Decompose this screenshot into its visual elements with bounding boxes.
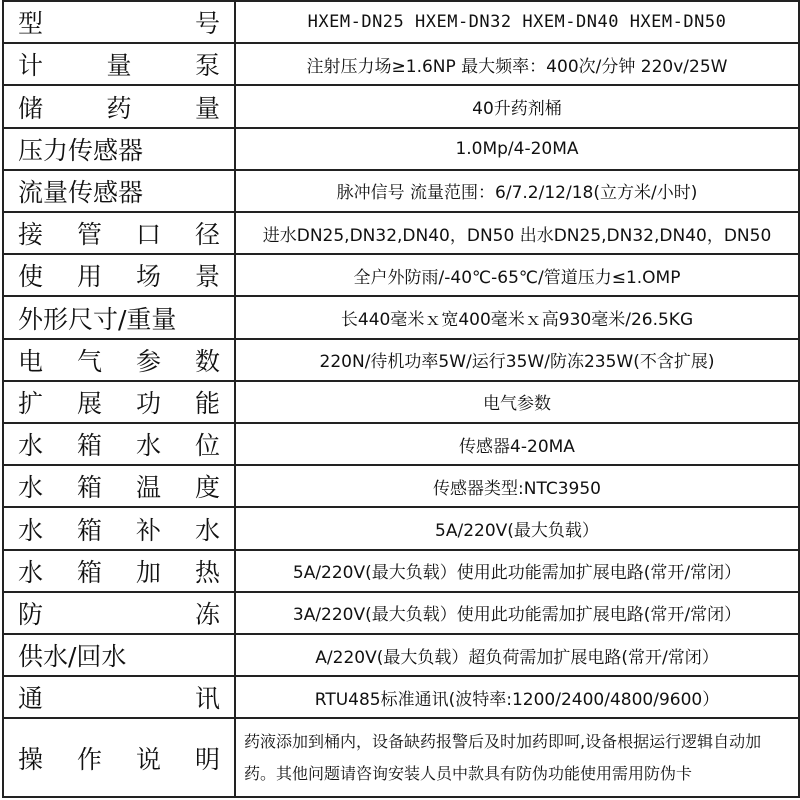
label-char: 扩: [18, 388, 44, 418]
row-value: A/220V(最大负载）超负荷需加扩展电路(常开/常闭）: [235, 634, 799, 676]
row-value: 全户外防雨/-40℃-65℃/管道压力≤1.OMP: [235, 254, 799, 296]
table-row: [3, 718, 799, 797]
label-char: 度: [194, 473, 220, 503]
row-label-text: [18, 595, 220, 631]
table-row: [3, 43, 799, 85]
table-row: [3, 676, 799, 718]
table-row: [3, 423, 799, 465]
label-char: 参: [135, 346, 161, 376]
label-char: 讯: [194, 684, 220, 714]
row-label-text: [18, 740, 220, 776]
row-value: 注射压力场≥1.6NP 最大频率：400次/分钟 220v/25W: [235, 43, 799, 85]
table-row: [3, 592, 799, 634]
row-label: [3, 85, 235, 127]
row-value: 脉冲信号 流量范围：6/7.2/12/18(立方米/小时): [235, 170, 799, 212]
row-value: 40升药剂桶: [235, 85, 799, 127]
label-char: 补: [135, 515, 161, 545]
label-char: 计: [18, 51, 44, 81]
row-value: 药液添加到桶内，设备缺药报警后及时加药即呵,设备根据运行逻辑自动加药。其他问题请咨询安装人员中款具有防伪功能使用需用防伪卡: [235, 718, 799, 797]
row-label-text: [18, 173, 220, 209]
row-label: [3, 592, 235, 634]
row-label: [3, 1, 235, 43]
label-char: 储: [18, 93, 44, 123]
label-char: 使: [18, 262, 44, 292]
row-value: 长440毫米ｘ宽400毫米ｘ高930毫米/26.5KG: [235, 296, 799, 338]
row-label: [3, 550, 235, 592]
label-char: 水: [194, 515, 220, 545]
table-row: [3, 339, 799, 381]
label-char: 水: [18, 473, 44, 503]
label-char: 量: [106, 51, 132, 81]
row-label-text: [18, 679, 220, 715]
label-char: 场: [135, 262, 161, 292]
row-label-text: [18, 4, 220, 40]
label-char: 箱: [76, 515, 102, 545]
label-text: 流量传感器: [18, 177, 144, 207]
row-label: [3, 465, 235, 507]
row-value: 220N/待机功率5W/运行35W/防冻235W(不含扩展): [235, 339, 799, 381]
label-char: 水: [135, 431, 161, 461]
row-label-text: [18, 468, 220, 504]
label-char: 接: [18, 220, 44, 250]
label-char: 水: [18, 557, 44, 587]
row-label-text: [18, 426, 220, 462]
table-row: [3, 296, 799, 338]
label-char: 箱: [76, 473, 102, 503]
row-value: 电气参数: [235, 381, 799, 423]
row-value: 3A/220V(最大负载）使用此功能需加扩展电路(常开/常闭）: [235, 592, 799, 634]
label-char: 景: [194, 262, 220, 292]
row-label: [3, 43, 235, 85]
label-char: 药: [106, 93, 132, 123]
label-char: 箱: [76, 557, 102, 587]
row-value: 进水DN25,DN32,DN40，DN50 出水DN25,DN32,DN40，DN50: [235, 212, 799, 254]
table-row: [3, 550, 799, 592]
table-row: [3, 381, 799, 423]
row-label: [3, 423, 235, 465]
row-label-text: [18, 553, 220, 589]
label-char: 防: [18, 599, 44, 629]
label-char: 说: [135, 744, 161, 774]
table-row: [3, 634, 799, 676]
row-label-text: [18, 637, 220, 673]
row-label: [3, 676, 235, 718]
row-value: RTU485标准通讯(波特率:1200/2400/4800/9600）: [235, 676, 799, 718]
label-char: 冻: [194, 599, 220, 629]
spec-table: [2, 0, 800, 798]
row-value: 1.0Mp/4-20MA: [235, 128, 799, 170]
row-label: [3, 170, 235, 212]
row-label-text: [18, 89, 220, 125]
row-value: 5A/220V(最大负载）使用此功能需加扩展电路(常开/常闭）: [235, 550, 799, 592]
label-char: 口: [135, 220, 161, 250]
row-label: [3, 212, 235, 254]
label-char: 热: [194, 557, 220, 587]
table-row: [3, 507, 799, 549]
label-char: 箱: [76, 431, 102, 461]
label-char: 加: [135, 557, 161, 587]
row-label: [3, 718, 235, 797]
label-char: 数: [194, 346, 220, 376]
label-char: 气: [76, 346, 102, 376]
table-row: [3, 465, 799, 507]
label-char: 用: [76, 262, 102, 292]
label-char: 通: [18, 684, 44, 714]
table-row: [3, 1, 799, 43]
row-label-text: [18, 384, 220, 420]
spec-table-body: [3, 1, 799, 797]
row-value: 传感器类型:NTC3950: [235, 465, 799, 507]
row-label: [3, 339, 235, 381]
row-label: [3, 128, 235, 170]
row-label-text: [18, 300, 220, 336]
row-label: [3, 634, 235, 676]
label-char: 位: [194, 431, 220, 461]
label-char: 功: [135, 388, 161, 418]
table-row: [3, 212, 799, 254]
label-char: 温: [135, 473, 161, 503]
row-label-text: [18, 131, 220, 167]
row-label: [3, 254, 235, 296]
row-label: [3, 296, 235, 338]
label-char: 作: [76, 744, 102, 774]
row-label: [3, 381, 235, 423]
label-char: 量: [194, 93, 220, 123]
label-char: 水: [18, 431, 44, 461]
label-text: 外形尺寸/重量: [18, 304, 177, 334]
row-label-text: [18, 215, 220, 251]
table-row: [3, 170, 799, 212]
label-char: 管: [76, 220, 102, 250]
label-char: 能: [194, 388, 220, 418]
row-label: [3, 507, 235, 549]
label-char: 型: [18, 9, 44, 39]
label-char: 号: [194, 9, 220, 39]
label-char: 泵: [194, 51, 220, 81]
label-char: 径: [194, 220, 220, 250]
label-char: 操: [18, 744, 44, 774]
row-label-text: [18, 342, 220, 378]
label-char: 水: [18, 515, 44, 545]
label-char: 明: [194, 744, 220, 774]
row-label-text: [18, 257, 220, 293]
row-label-text: [18, 511, 220, 547]
table-row: [3, 254, 799, 296]
table-row: [3, 128, 799, 170]
label-text: 供水/回水: [18, 642, 127, 672]
row-value: HXEM-DN25 HXEM-DN32 HXEM-DN40 HXEM-DN50: [235, 1, 799, 43]
row-value: 5A/220V(最大负载）: [235, 507, 799, 549]
label-text: 压力传感器: [18, 135, 144, 165]
table-row: [3, 85, 799, 127]
row-label-text: [18, 46, 220, 82]
row-value: 传感器4-20MA: [235, 423, 799, 465]
label-char: 展: [76, 388, 102, 418]
label-char: 电: [18, 346, 44, 376]
